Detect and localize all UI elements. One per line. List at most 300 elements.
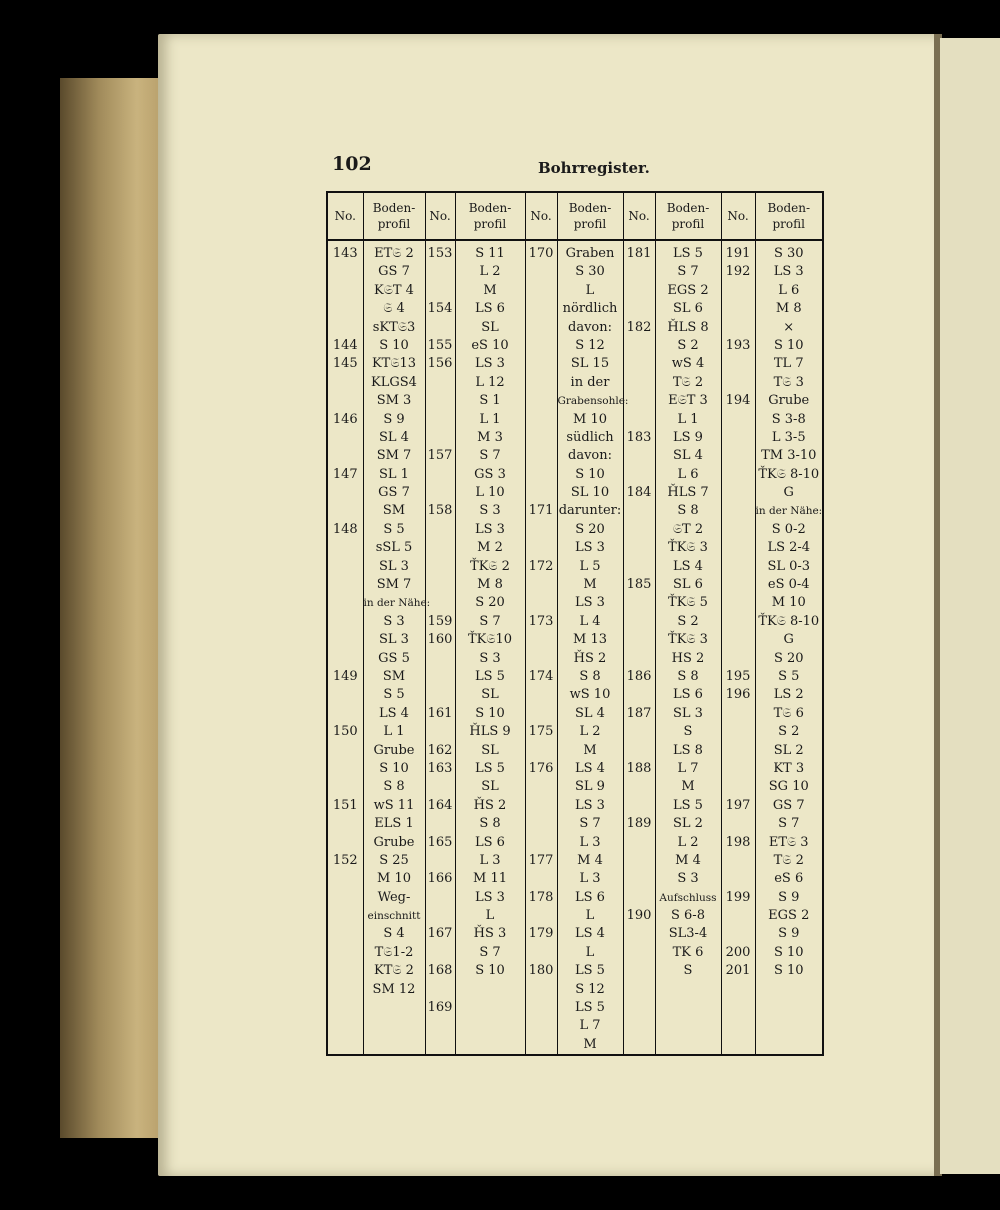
soil-profile-entry: M 10 <box>573 411 607 427</box>
soil-profile-entry: S 8 <box>677 668 699 684</box>
soil-profile-entry: SG 10 <box>768 779 809 795</box>
bore-number: 164 <box>427 797 453 813</box>
bore-number <box>426 668 455 686</box>
soil-profile-entry: ŤK𝔖 5 <box>668 595 708 611</box>
soil-profile-entry: S 7 <box>778 816 800 832</box>
soil-profile-entry: Grabensohle: <box>557 395 629 408</box>
soil-profile-entry: T𝔖 2 <box>672 374 704 390</box>
soil-profile-entry: eS 6 <box>774 871 804 887</box>
soil-profile-entry: sKT𝔖3 <box>372 319 416 335</box>
soil-profile-entry: L 1 <box>677 411 699 427</box>
profile-column <box>655 240 721 1055</box>
soil-profile-entry: in der Nähe: <box>755 505 823 518</box>
book-edge <box>60 78 170 1138</box>
soil-profile-entry: L 3-5 <box>771 429 806 445</box>
bore-number <box>722 355 755 373</box>
bore-number: 156 <box>427 356 453 372</box>
soil-profile-entry: SL 15 <box>570 356 610 372</box>
profile-column <box>363 240 431 1055</box>
bore-number <box>328 760 363 778</box>
soil-profile-entry: L 7 <box>579 1018 601 1034</box>
soil-profile-entry: SL 9 <box>575 779 605 795</box>
bore-number <box>624 889 655 907</box>
soil-profile-entry: SM 7 <box>376 448 412 464</box>
soil-profile-entry: G <box>783 485 794 501</box>
soil-profile-entry: M <box>583 1036 597 1052</box>
bore-number <box>426 723 455 741</box>
soil-profile-entry: LS 3 <box>475 889 505 905</box>
bore-number <box>526 999 557 1017</box>
soil-profile-entry: LS 2 <box>773 687 804 703</box>
bore-number <box>526 631 557 649</box>
bore-number <box>426 539 455 557</box>
soil-profile-entry: S 1 <box>479 393 501 409</box>
soil-profile-entry: S 2 <box>677 613 699 629</box>
soil-profile-entry: ŤK𝔖 2 <box>470 558 510 574</box>
soil-profile-entry: L 1 <box>383 724 405 740</box>
soil-profile-entry: LS 4 <box>575 926 605 942</box>
soil-profile-entry: SL 6 <box>673 577 703 593</box>
no-column <box>525 240 557 1055</box>
bore-number <box>624 447 655 465</box>
bore-number: 201 <box>725 963 751 979</box>
bore-number <box>426 411 455 429</box>
soil-profile-entry: LS 5 <box>673 797 703 813</box>
bore-number <box>526 466 557 484</box>
bore-number <box>526 594 557 612</box>
soil-profile-entry: M 11 <box>473 871 507 887</box>
bore-number: 189 <box>626 816 652 832</box>
bore-number <box>526 319 557 337</box>
col-header-no: No. <box>525 192 557 240</box>
soil-profile-entry: M 10 <box>771 595 806 611</box>
bore-number <box>624 521 655 539</box>
bore-number <box>426 778 455 796</box>
bore-number <box>526 411 557 429</box>
profile-column <box>455 240 525 1055</box>
soil-profile-entry: SL 3 <box>673 705 703 721</box>
bore-number <box>624 650 655 668</box>
bore-number: 149 <box>332 668 358 684</box>
bore-number: 143 <box>332 246 358 261</box>
bore-number: 159 <box>427 613 453 629</box>
col-header-profile: Boden- profil <box>363 192 425 240</box>
bore-number <box>526 650 557 668</box>
soil-profile-entry: L 6 <box>677 466 699 482</box>
soil-profile-entry: S <box>683 963 693 979</box>
bore-number <box>624 834 655 852</box>
soil-profile-entry: SL <box>481 742 499 758</box>
body-row <box>327 240 823 1055</box>
soil-profile-entry: L 1 <box>479 411 501 427</box>
soil-profile-entry: S 25 <box>379 852 409 868</box>
soil-profile-entry: ȞS 2 <box>573 650 607 666</box>
soil-profile-entry: T𝔖1-2 <box>374 944 414 960</box>
bore-number <box>624 558 655 576</box>
bore-number: 196 <box>725 687 751 703</box>
soil-profile-entry: M 8 <box>477 577 503 593</box>
bore-number <box>426 558 455 576</box>
soil-profile-entry: S 3 <box>677 871 699 887</box>
bore-number <box>526 447 557 465</box>
soil-profile-entry: ŤK𝔖 3 <box>668 632 708 648</box>
bore-number <box>328 282 363 300</box>
bore-number <box>426 686 455 704</box>
bore-number <box>328 374 363 392</box>
bore-number: 185 <box>626 577 652 593</box>
soil-profile-entry: M 8 <box>775 301 802 317</box>
bore-number: 176 <box>528 760 554 776</box>
soil-profile-entry: in der <box>570 374 610 390</box>
soil-profile-entry: ȞS 2 <box>473 797 507 813</box>
bore-number <box>624 778 655 796</box>
bore-number: 194 <box>725 393 751 409</box>
soil-profile-entry: KT𝔖 2 <box>374 963 414 979</box>
soil-profile-entry: SL 3 <box>379 558 409 574</box>
soil-profile-entry: SM 12 <box>372 981 416 997</box>
soil-profile-entry: ȞLS 8 <box>667 319 709 335</box>
bore-number <box>624 742 655 760</box>
bore-number <box>426 981 455 999</box>
bore-number <box>526 521 557 539</box>
soil-profile-entry: SL <box>481 687 499 703</box>
bore-number <box>624 944 655 962</box>
bore-number: 171 <box>528 503 554 519</box>
bore-number <box>328 742 363 760</box>
soil-profile-entry: einschnitt <box>367 910 421 923</box>
soil-profile-entry: S 8 <box>383 779 405 795</box>
bohrregister-table <box>326 191 824 1056</box>
bore-number <box>328 502 363 520</box>
soil-profile-entry: M 13 <box>573 632 607 648</box>
bore-number <box>328 539 363 557</box>
soil-profile-entry: Grube <box>768 393 810 409</box>
bore-number <box>526 484 557 502</box>
no-column <box>327 240 363 1055</box>
soil-profile-entry: LS 6 <box>575 889 605 905</box>
soil-profile-entry: SL 6 <box>673 301 703 317</box>
bore-number: 165 <box>427 834 453 850</box>
bore-number <box>328 447 363 465</box>
soil-profile-entry: L 3 <box>579 834 601 850</box>
bore-number <box>624 539 655 557</box>
bore-number <box>722 502 755 520</box>
bore-number <box>328 650 363 668</box>
bore-number <box>328 594 363 612</box>
bore-number <box>722 466 755 484</box>
bore-number: 198 <box>725 834 751 850</box>
soil-profile-entry: S 2 <box>677 337 699 353</box>
soil-profile-entry: S 5 <box>383 687 405 703</box>
soil-profile-entry: Aufschluss <box>659 891 717 904</box>
soil-profile-entry: M <box>483 282 497 298</box>
soil-profile-entry: S 7 <box>677 264 699 280</box>
soil-profile-entry: GS 7 <box>378 264 410 280</box>
bore-number <box>426 466 455 484</box>
bore-number: 170 <box>528 246 554 261</box>
bore-number <box>526 374 557 392</box>
bore-number <box>624 870 655 888</box>
soil-profile-entry: SL 2 <box>773 742 804 758</box>
bore-number <box>526 392 557 410</box>
soil-profile-entry: T𝔖 6 <box>773 705 804 721</box>
bore-number: 155 <box>427 337 453 353</box>
bore-number <box>722 907 755 925</box>
soil-profile-entry: S 3 <box>383 613 405 629</box>
soil-profile-entry: S 7 <box>479 448 501 464</box>
soil-profile-entry: T𝔖 2 <box>773 852 804 868</box>
soil-profile-entry: sSL 5 <box>375 540 413 556</box>
soil-profile-entry: LS 3 <box>575 797 605 813</box>
soil-profile-entry: LS 4 <box>379 705 409 721</box>
soil-profile-entry: S 6-8 <box>671 908 705 924</box>
soil-profile-entry: ŤK𝔖 3 <box>668 540 708 556</box>
soil-profile-entry: S 3 <box>479 650 501 666</box>
bore-number <box>426 576 455 594</box>
soil-profile-entry: GS 3 <box>474 466 506 482</box>
bore-number: 161 <box>427 705 453 721</box>
soil-profile-entry: wS 4 <box>671 356 705 372</box>
col-header-profile: Boden- profil <box>557 192 623 240</box>
bore-number: 145 <box>332 356 358 372</box>
bore-number: 197 <box>725 797 751 813</box>
bore-number: 177 <box>528 852 554 868</box>
soil-profile-entry: ŤK𝔖 8-10 <box>758 613 820 629</box>
bore-number: 181 <box>626 246 652 261</box>
bore-number <box>624 282 655 300</box>
bore-number <box>426 263 455 281</box>
soil-profile-entry: S 5 <box>383 521 405 537</box>
soil-profile-entry: TM 3-10 <box>761 448 817 464</box>
soil-profile-entry: S 10 <box>773 944 804 960</box>
soil-profile-entry: M 4 <box>577 852 603 868</box>
bore-number <box>426 944 455 962</box>
bore-number <box>624 797 655 815</box>
soil-profile-entry: SL 1 <box>379 466 409 482</box>
no-column <box>721 240 755 1055</box>
soil-profile-entry: HS 2 <box>671 650 705 666</box>
bore-number: 169 <box>427 1000 453 1016</box>
soil-profile-entry: eS 0-4 <box>767 577 810 593</box>
soil-profile-entry: M 10 <box>377 871 411 887</box>
bore-number <box>328 576 363 594</box>
soil-profile-entry: S 8 <box>579 668 601 684</box>
soil-profile-entry: südlich <box>566 429 614 445</box>
soil-profile-entry: SL 10 <box>570 485 610 501</box>
soil-profile-entry: eS 10 <box>471 337 509 353</box>
bore-number: 193 <box>725 337 751 353</box>
soil-profile-entry: S 7 <box>479 613 501 629</box>
soil-profile-entry: × <box>783 319 795 335</box>
bore-number <box>526 742 557 760</box>
bore-number <box>624 594 655 612</box>
soil-profile-entry: S 10 <box>379 760 409 776</box>
soil-profile-entry: SL 4 <box>575 705 605 721</box>
soil-profile-entry: SL 3 <box>379 632 409 648</box>
soil-profile-entry: LS 4 <box>575 760 605 776</box>
bore-number <box>328 484 363 502</box>
bore-number <box>426 319 455 337</box>
soil-profile-entry: ŤK𝔖 8-10 <box>758 466 820 482</box>
soil-profile-entry: LS 5 <box>475 760 505 776</box>
bore-number <box>426 392 455 410</box>
bore-number <box>722 613 755 631</box>
bore-number <box>328 319 363 337</box>
bore-number: 191 <box>725 246 751 261</box>
bore-number <box>722 447 755 465</box>
soil-profile-entry: KT𝔖13 <box>371 356 417 372</box>
soil-profile-entry: TK 6 <box>672 944 704 960</box>
soil-profile-entry: S 8 <box>479 816 501 832</box>
bore-number: 150 <box>332 724 358 740</box>
bore-number: 190 <box>626 908 652 924</box>
bore-number <box>722 723 755 741</box>
bore-number <box>722 411 755 429</box>
bore-number <box>526 981 557 999</box>
soil-profile-entry: SL3-4 <box>668 926 708 942</box>
soil-profile-entry: SL <box>481 779 499 795</box>
soil-profile-entry: in der Nähe: <box>363 597 431 610</box>
profile-column <box>557 240 629 1055</box>
soil-profile-entry: SM <box>382 503 406 519</box>
no-column <box>425 240 455 1055</box>
bore-number: 157 <box>427 448 453 464</box>
soil-profile-entry: L <box>585 944 595 960</box>
soil-profile-entry: LS 8 <box>673 742 703 758</box>
soil-profile-entry: S 20 <box>475 595 505 611</box>
bore-number <box>328 263 363 281</box>
soil-profile-entry: M <box>583 742 597 758</box>
bore-number <box>722 484 755 502</box>
soil-profile-entry: L <box>485 908 495 924</box>
bore-number <box>426 429 455 447</box>
bore-number: 192 <box>725 264 751 280</box>
col-header-profile: Boden- profil <box>755 192 823 240</box>
soil-profile-entry: L 3 <box>479 852 501 868</box>
bore-number <box>624 374 655 392</box>
soil-profile-entry: 𝔖T 2 <box>672 521 704 537</box>
bore-number <box>624 686 655 704</box>
soil-profile-entry: GS 7 <box>378 485 410 501</box>
soil-profile-entry: GS 7 <box>772 797 805 813</box>
bore-number: 153 <box>427 246 453 261</box>
soil-profile-entry: TL 7 <box>773 356 804 372</box>
soil-profile-entry: L 4 <box>579 613 601 629</box>
soil-profile-entry: M <box>681 779 695 795</box>
bore-number: 173 <box>528 613 554 629</box>
bore-number <box>328 907 363 925</box>
bore-number: 175 <box>528 724 554 740</box>
soil-profile-entry: S 20 <box>575 521 605 537</box>
bore-number <box>624 466 655 484</box>
running-head: Bohrregister. <box>538 159 650 177</box>
soil-profile-entry: nördlich <box>562 301 618 317</box>
bore-number <box>426 907 455 925</box>
soil-profile-entry: S 10 <box>379 337 409 353</box>
bore-number <box>526 337 557 355</box>
facing-page <box>940 38 1000 1174</box>
bore-number: 144 <box>332 337 358 353</box>
bore-number: 174 <box>528 668 554 684</box>
bore-number: 160 <box>427 632 453 648</box>
soil-profile-entry: SL <box>481 319 499 335</box>
bore-number <box>526 815 557 833</box>
bore-number <box>722 429 755 447</box>
bore-number <box>722 576 755 594</box>
col-header-no: No. <box>327 192 363 240</box>
bore-number <box>426 374 455 392</box>
col-header-no: No. <box>425 192 455 240</box>
soil-profile-entry: S 7 <box>579 816 601 832</box>
bore-number <box>328 870 363 888</box>
bore-number <box>526 834 557 852</box>
bore-number <box>526 686 557 704</box>
bore-number <box>328 392 363 410</box>
soil-profile-entry: LS 5 <box>673 246 703 261</box>
soil-profile-entry: Graben <box>565 246 615 261</box>
bore-number: 166 <box>427 871 453 887</box>
soil-profile-entry: KLGS4 <box>371 374 417 390</box>
soil-profile-entry: wS 11 <box>373 797 415 813</box>
soil-profile-entry: S 12 <box>575 981 605 997</box>
bore-number: 184 <box>626 485 652 501</box>
soil-profile-entry: S 8 <box>677 503 699 519</box>
soil-profile-entry: L 6 <box>778 282 800 298</box>
soil-profile-entry: S 3 <box>479 503 501 519</box>
soil-profile-entry: SL 0-3 <box>767 558 811 574</box>
col-header-profile: Boden- profil <box>455 192 525 240</box>
soil-profile-entry: SM 7 <box>376 577 412 593</box>
soil-profile-entry: S 20 <box>773 650 804 666</box>
soil-profile-entry: L <box>585 282 595 298</box>
soil-profile-entry: LS 3 <box>575 540 605 556</box>
soil-profile-entry: GS 5 <box>378 650 410 666</box>
bore-number <box>722 300 755 318</box>
soil-profile-entry: ȞLS 7 <box>667 485 709 501</box>
bore-number: 146 <box>332 411 358 427</box>
bore-number <box>328 613 363 631</box>
bore-number: 154 <box>427 301 453 317</box>
bore-number <box>328 558 363 576</box>
bore-number <box>722 594 755 612</box>
page-number: 102 <box>332 153 372 175</box>
soil-profile-entry: SL 4 <box>379 429 409 445</box>
soil-profile-entry: LS 5 <box>575 963 605 979</box>
soil-profile-entry: ET𝔖 2 <box>374 246 414 261</box>
bore-number <box>526 539 557 557</box>
bore-number <box>722 778 755 796</box>
bore-number: 188 <box>626 760 652 776</box>
soil-profile-entry: S 11 <box>475 246 505 261</box>
bore-number <box>722 760 755 778</box>
soil-profile-entry: S 9 <box>383 411 405 427</box>
bore-number <box>722 852 755 870</box>
soil-profile-entry: SM 3 <box>376 393 412 409</box>
soil-profile-entry: LS 6 <box>475 834 505 850</box>
soil-profile-entry: S 10 <box>475 705 505 721</box>
bore-number <box>624 852 655 870</box>
soil-profile-entry: LS 6 <box>475 301 505 317</box>
soil-profile-entry: S 10 <box>475 963 505 979</box>
bore-number: 178 <box>528 889 554 905</box>
bore-number: 186 <box>626 668 652 684</box>
soil-profile-entry: L 12 <box>475 374 505 390</box>
bore-number <box>722 282 755 300</box>
soil-profile-entry: SM <box>382 668 406 684</box>
bore-number: 179 <box>528 926 554 942</box>
soil-profile-entry: SL 2 <box>673 816 703 832</box>
soil-profile-entry: S 7 <box>479 944 501 960</box>
